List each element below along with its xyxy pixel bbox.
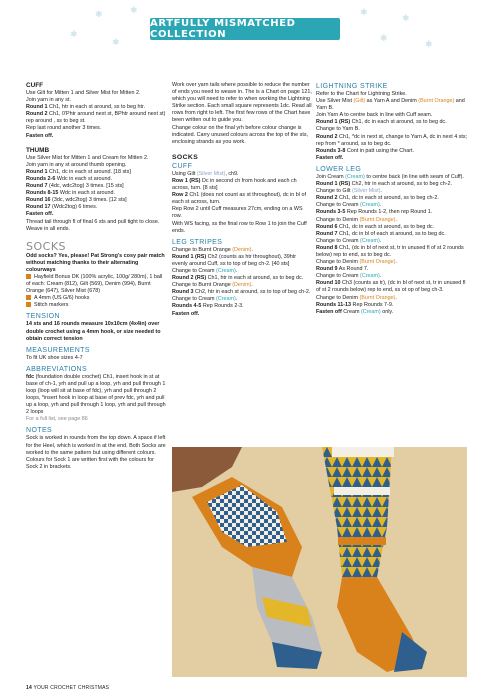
lower-change-5: Change to Denim (Burnt Orange). [316,259,397,266]
intro-text-2: Change colour on the final yrh before colour change is indicated. Carry unused colours across the top of the sts, enclosing strands as you work. [172,124,309,145]
sock-cuff-repeat: Rep Row 2 until Cuff measures 27cm, ending on a WS row. [172,206,303,220]
lightning-rounds-3-8: Rounds 3-8 Cont in patt using the Chart. [316,147,414,154]
lower-round-8: Round 8 Ch1, (dc in bl of next st, tr in unused fl of st 2 rounds below) rep to end, ss to beg dc. [316,244,464,258]
cuff-fasten-off: Fasten off. [26,132,54,139]
lower-round-7: Round 7 Ch1, dc in bl of each st around, ss to beg dc. [316,230,446,237]
lightning-yarns: Use Silver Mist (Gilt) as Yarn A and Denim (Burnt Orange) and Yarn B. [316,98,465,112]
cuff-heading: CUFF [26,82,44,89]
star-decoration: ✱ [112,37,120,47]
leg-change-4: Change to Cream (Cream). [172,296,238,303]
star-decoration: ✱ [360,7,368,17]
thumb-rounds-2-6: Rounds 2-6 Wdc in each st around. [26,175,112,182]
lower-rounds-11-13: Rounds 11-13 Rep Rounds 7-9. [316,301,394,308]
socks-illustration [172,447,467,677]
star-decoration: ✱ [70,29,78,39]
thumb-round-7: Round 7 (4dc, wdc2tog) 3 times. [15 sts] [26,183,124,190]
lower-round-1: Round 1 (RS) Ch2, htr in each st around, ss to beg ch-2. [316,181,453,188]
socks-intro: Odd socks? Yes, please! Pat Strong's cosy pair match without matching thanks to their alternating colourways [26,252,165,273]
star-decoration: ✱ [380,33,388,43]
intro-text: Work over yarn tails where possible to reduce the number of ends you need to weave in. The is a Chart on page 121, which you will need to refer to when working the Lightning Strike section. Each small square represents 1dc. Read all rows from right to left. The first few rows of the Chart have been written out to guide you. [172,82,312,124]
page-footer [26,685,109,691]
lightning-ref: Refer to the Chart for Lightning Strike. [316,91,407,97]
star-decoration: ✱ [402,13,410,23]
cuff-round-1: Round 1 Ch1, htr in each st around, ss to beg htr. [26,104,145,111]
thumb-join: Join yarn in any st around thumb opening. [26,161,127,168]
sock-cuff-join: With WS facing, ss the final row to Row 1 to join the Cuff ends. [172,220,307,234]
leg-round-1: Round 1 (RS) Ch2 (counts as htr throughout), 39htr evenly around Cuff, ss to top of beg ch-2. [40 sts] [172,253,297,267]
thumb-round-16: Round 16 (3dc, wdc2tog) 3 times. [12 sts] [26,197,127,204]
magazine-name: YOUR CROCHET CHRISTMAS [33,685,110,691]
notes-text: Sock is worked in rounds from the top down. A space if left for the Heel, which is worked in at the end. Both Socks are worked to the same pattern but using different colours. Colours for Sock 1 are written first with the colours for Sock 2 in brackets. [26,435,166,470]
leg-change-2: Change to Cream (Cream). [172,267,238,274]
material-yarn: Hayfield Bonus DK (100% acrylic, 100g/ 280m), 1 ball of each: Cream (812), Gilt (569), Denim (994), Burnt Orange (647), Silver Mist (678) [26,273,163,295]
lower-round-10: Round 10 Ch3 (counts as tr), (dc in bl of next st, tr in unused fl of st 2 rounds below) rep to end, ss ot op of beg ch-3. [316,280,466,294]
lower-change-2: Change to Cream (Cream). [316,202,382,209]
thumb-round-1: Round 1 Ch1, dc in each st around. [18 sts] [26,168,131,175]
bullet-square-icon [26,295,31,300]
lightning-change-b: Change to Yarn B. [316,126,360,133]
thumb-rounds-8-15: Rounds 8-15 Wdc in each st around. [26,190,115,197]
sock-cuff-row-2: Row 2 Ch1 (does not count as st throughout), dc in bl of each st across, turn. [172,192,306,206]
lower-change-1: Change to Gilt (Silver Mist). [316,188,382,195]
lightning-round-2: Round 2 Ch1, *dc in next st, change to Yarn A, dc in next 4 sts; rep from * around, ss to beg dc. [316,133,468,147]
lower-rounds-3-5: Rounds 3-5 Rep Rounds 1-2, then rep Round 1. [316,209,433,216]
cuff-join: Join yarn in any st. [26,97,71,104]
banner-title: ARTFULLY MISMATCHED COLLECTION [150,18,296,40]
abbreviations-more: For a full list, see page 86 [26,416,88,423]
cuff-repeat: Rep last round another 3 times. [26,125,102,132]
lightning-strike-heading: LIGHTNING STRIKE [316,83,388,90]
column-2 [172,82,312,318]
sock-cuff-row-1: Row 1 (RS) Dc in second ch from hook and each ch across, turn. [8 sts] [172,177,297,192]
socks-title: SOCKS [26,239,67,253]
sock-cuff-using: Using Gilt (Silver Mist), ch9. [172,170,239,177]
tension-heading: TENSION [26,313,60,321]
leg-stripes-heading: LEG STRIPES [172,238,223,246]
measurements-text: To fit UK shoe sizes 4-7 [26,354,83,361]
lower-change-4: Change to Cream (Cream). [316,237,382,244]
leg-round-3: Round 3 Ch2, htr in each st around, ss to top of beg ch-2. [172,289,311,296]
lightning-join: Join Yarn A to centre back in line with Cuff seam. [316,112,433,119]
column-1 [26,82,166,471]
cuff-round-2: Round 2 Ch1, 0'Phtr around next st, BPhtr around next st) rep around , ss to beg st. [26,111,166,125]
leg-rounds-4-5: Rounds 4-5 Rep Rounds 2-3. [172,303,244,310]
socks-photo [172,447,467,677]
leg-round-2: Round 2 (RS) Ch1, htr in each st around, ss to beg dc. [172,275,304,282]
leg-fasten-off: Fasten off. [172,310,200,317]
socks-heading: SOCKS [172,153,199,161]
lower-change-6: Change to Cream (Cream). [316,273,382,280]
lower-leg-heading: LOWER LEG [316,165,362,173]
thumb-heading: THUMB [26,146,50,154]
lower-round-2: Round 2 Ch1, dc in each st around, ss to beg ch-2. [316,195,439,202]
lower-join: Join Cream (Cream) to centre back (in line with seam of Cuff). [316,173,464,180]
thumb-round-17: Round 17 (Wdc2tog) 6 times. [26,204,98,211]
thumb-thread: Thread tail through fl of final 6 sts and pull tight to close. [26,218,160,225]
lower-change-7: Change to Denim (Burnt Orange). [316,294,397,301]
thumb-intro: Use Silver Mist for Mitten 1 and Cream for Mitten 2. [26,154,149,161]
lightning-fasten-off: Fasten off. [316,154,344,161]
lower-fasten-off: Fasten off Cream (Cream) only. [316,308,394,315]
lower-change-3: Change to Denim (Burnt Orange). [316,216,397,223]
lower-round-9: Round 9 As Round 7. [316,266,369,273]
tension-text: 14 sts and 16 rounds measure 10x10cm (4x4in) over double crochet using a 4mm hook, or size needed to obtain correct tension [26,321,161,342]
page-number: 14 [26,685,32,691]
notes-heading: NOTES [26,427,53,435]
star-decoration: ✱ [425,39,433,49]
material-markers: Stitch markers [26,302,166,309]
leg-change-1: Change to Burnt Orange (Denim). [172,246,253,253]
star-decoration: ✱ [130,5,138,15]
sock-cuff-heading: CUFF [172,162,193,170]
thumb-weave: Weave in all ends. [26,225,70,232]
lower-round-6: Round 6 Ch1, dc in each st around, ss to beg dc. [316,223,435,230]
leg-change-3: Change to Burnt Orange (Denim). [172,282,253,289]
thumb-fasten-off: Fasten off. [26,211,54,218]
lightning-round-1: Round 1 (RS) Ch1, dc in each st around, ss to beg dc. [316,119,447,126]
cuff-intro: Use Gilt for Mitten 1 and Silver Mist for Mitten 2. [26,90,141,96]
bullet-square-icon [26,274,31,279]
measurements-heading: MEASUREMENTS [26,346,90,354]
abbreviations-heading: ABBREVIATIONS [26,365,88,373]
section-banner [150,18,340,40]
star-decoration: ✱ [95,9,103,19]
bullet-square-icon [26,302,31,307]
abbreviation-fdc: fdc (foundation double crochet) Ch1, insert hook in st at base of ch-1, yrh and pull up a loop, yrh and pull through 1 loop (loop will sit at base of fdc), yrh and pull through 2 loops, *insert hook in loop at base of prev fdc, yrh and pull up a loop, yrh and pull through 1 loop, yrh and pull through 2 loops [26,373,166,416]
column-3 [316,82,468,316]
material-hook: A 4mm (US G/6) hooks [26,295,166,302]
